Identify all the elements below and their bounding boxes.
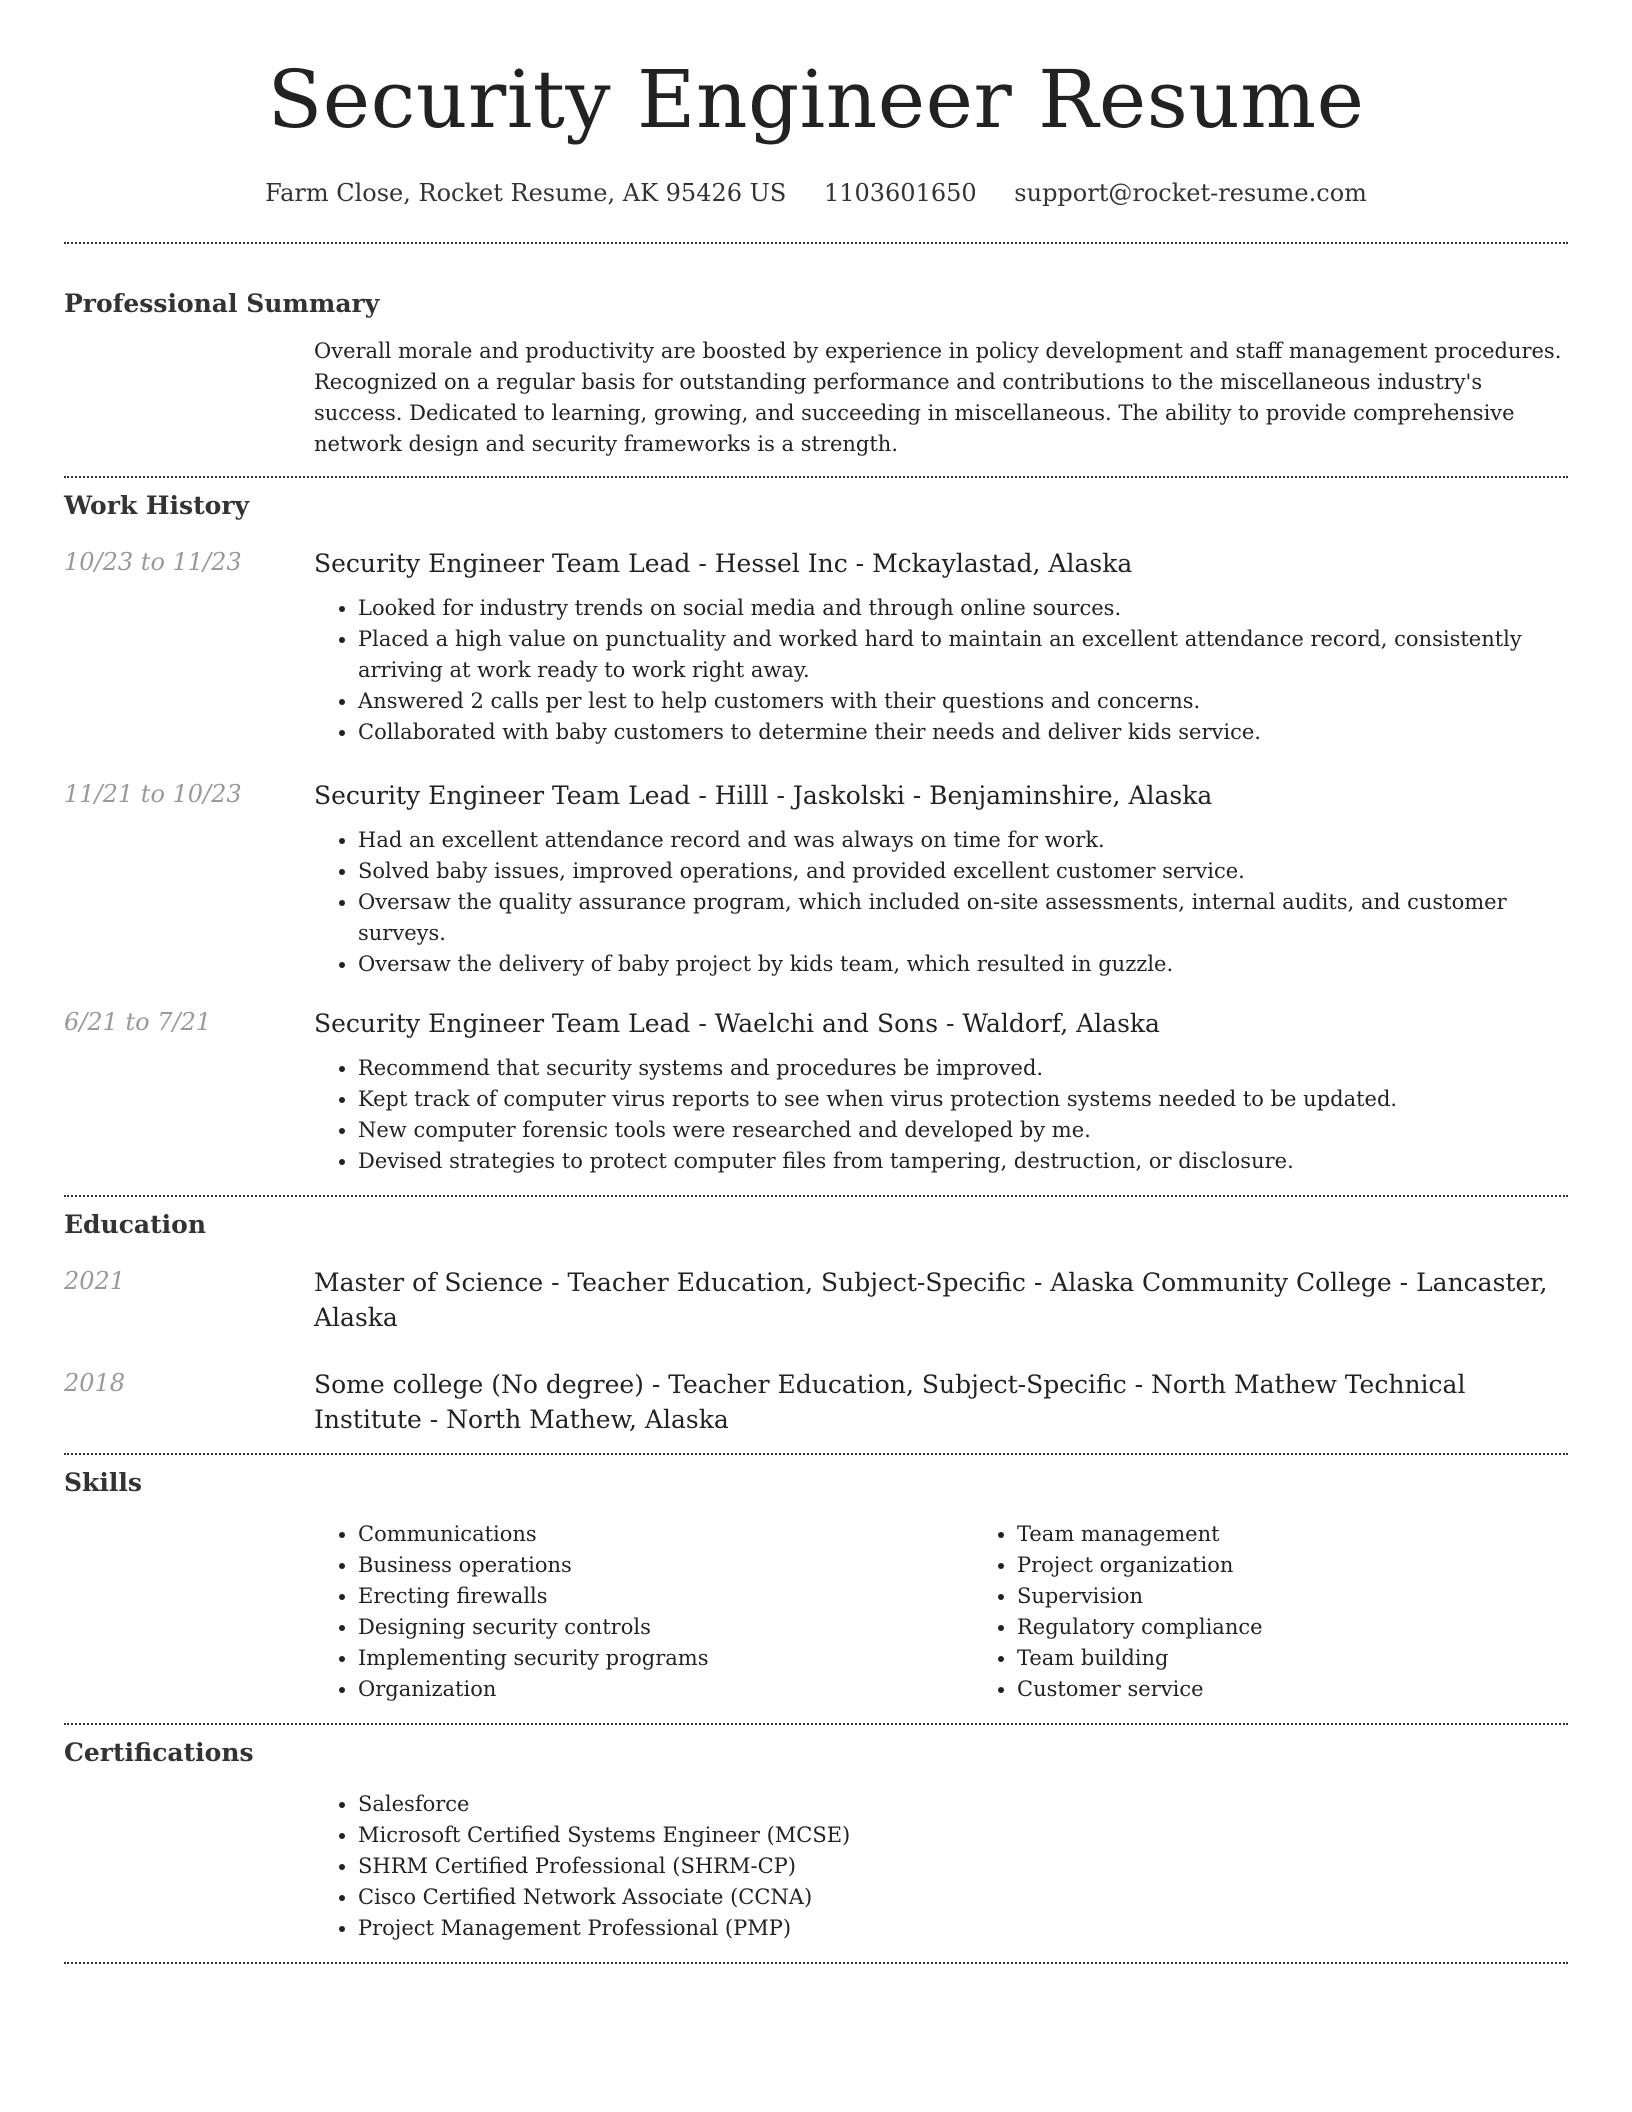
work-history-heading: Work History (64, 491, 250, 520)
list-item: • Erecting firewalls (358, 1581, 973, 1612)
education-text: Some college (No degree) - Teacher Education, Subject-Specific - North Mathew Technical Institute - North Mathew, Alaska (314, 1370, 1466, 1434)
list-item: • Salesforce (358, 1789, 1568, 1820)
list-item: • Team building (1017, 1643, 1632, 1674)
resume-header (64, 0, 1568, 208)
job-bullets (314, 1053, 1568, 1177)
skills-section (64, 1467, 1568, 1705)
list-item: • Devised strategies to protect computer files from tampering, destruction, or disclosure. (358, 1146, 1568, 1177)
list-item: • Communications (358, 1519, 973, 1550)
list-item: • Oversaw the delivery of baby project by kids team, which resulted in guzzle. (358, 949, 1568, 980)
list-item: • Cisco Certified Network Associate (CCNA) (358, 1882, 1568, 1913)
divider (64, 476, 1568, 478)
contact-email: support@rocket-resume.com (1014, 179, 1367, 207)
list-item: • Had an excellent attendance record and was always on time for work. (358, 825, 1568, 856)
divider (64, 1453, 1568, 1455)
job-dates: 11/21 to 10/23 (64, 780, 242, 808)
list-item: • Implementing security programs (358, 1643, 973, 1674)
certifications-section (64, 1737, 1568, 1944)
divider (64, 1723, 1568, 1725)
list-item: • Looked for industry trends on social media and through online sources. (358, 593, 1568, 624)
education-section (64, 1209, 1568, 1437)
divider (64, 242, 1568, 244)
list-item: • Collaborated with baby customers to determine their needs and deliver kids service. (358, 717, 1568, 748)
list-item: • Business operations (358, 1550, 973, 1581)
job-bullets (314, 825, 1568, 980)
contact-address: Farm Close, Rocket Resume, AK 95426 US (265, 179, 787, 207)
list-item: • Regulatory compliance (1017, 1612, 1632, 1643)
list-item: • Project Management Professional (PMP) (358, 1913, 1568, 1944)
education-heading: Education (64, 1210, 207, 1239)
education-year: 2018 (64, 1369, 126, 1397)
list-item: • Team management (1017, 1519, 1632, 1550)
skills-list-right (973, 1519, 1632, 1705)
job-entry (64, 778, 1568, 980)
divider (64, 1195, 1568, 1197)
skills-heading: Skills (64, 1468, 142, 1497)
job-bullets (314, 593, 1568, 748)
job-dates: 10/23 to 11/23 (64, 548, 242, 576)
certifications-list (314, 1789, 1568, 1944)
list-item: • SHRM Certified Professional (SHRM-CP) (358, 1851, 1568, 1882)
contact-line (64, 178, 1568, 208)
list-item: • Oversaw the quality assurance program, which included on-site assessments, internal audits, and customer surveys. (358, 887, 1568, 949)
contact-phone: 1103601650 (823, 179, 977, 207)
list-item: • Designing security controls (358, 1612, 973, 1643)
job-entry (64, 546, 1568, 748)
job-title: Security Engineer Team Lead - Waelchi and Sons - Waldorf, Alaska (314, 1009, 1160, 1038)
list-item: • Project organization (1017, 1550, 1632, 1581)
job-entry (64, 1006, 1568, 1177)
education-year: 2021 (64, 1267, 126, 1295)
skills-columns (314, 1519, 1632, 1705)
list-item: • Organization (358, 1674, 973, 1705)
list-item: • New computer forensic tools were researched and developed by me. (358, 1115, 1568, 1146)
resume-title: Security Engineer Resume (267, 53, 1365, 146)
list-item: • Recommend that security systems and procedures be improved. (358, 1053, 1568, 1084)
list-item: • Kept track of computer virus reports to see when virus protection systems needed to be updated. (358, 1084, 1568, 1115)
education-entry (64, 1367, 1568, 1437)
work-history-section (64, 490, 1568, 1177)
list-item: • Answered 2 calls per lest to help customers with their questions and concerns. (358, 686, 1568, 717)
list-item: • Supervision (1017, 1581, 1632, 1612)
education-entry (64, 1265, 1568, 1335)
list-item: • Solved baby issues, improved operations, and provided excellent customer service. (358, 856, 1568, 887)
summary-section (64, 288, 1568, 460)
skills-list-left (314, 1519, 973, 1705)
list-item: • Microsoft Certified Systems Engineer (MCSE) (358, 1820, 1568, 1851)
summary-heading: Professional Summary (64, 289, 380, 318)
job-dates: 6/21 to 7/21 (64, 1008, 212, 1036)
job-title: Security Engineer Team Lead - Hilll - Jaskolski - Benjaminshire, Alaska (314, 781, 1213, 810)
divider (64, 1962, 1568, 1964)
list-item: • Customer service (1017, 1674, 1632, 1705)
list-item: • Placed a high value on punctuality and worked hard to maintain an excellent attendance record, consistently arriving at work ready to work right away. (358, 624, 1568, 686)
summary-text: Overall morale and productivity are boosted by experience in policy development and staff management procedures. Recognized on a regular basis for outstanding performance and contributions to the miscellaneous industry's success. Dedicated to learning, growing, and succeeding in miscellaneous. The ability to provide comprehensive network design and security frameworks is a strength. (314, 339, 1562, 456)
education-text: Master of Science - Teacher Education, Subject-Specific - Alaska Community College - Lancaster, Alaska (314, 1268, 1548, 1332)
certifications-heading: Certifications (64, 1738, 254, 1767)
job-title: Security Engineer Team Lead - Hessel Inc - Mckaylastad, Alaska (314, 549, 1133, 578)
resume-page (64, 0, 1568, 1964)
